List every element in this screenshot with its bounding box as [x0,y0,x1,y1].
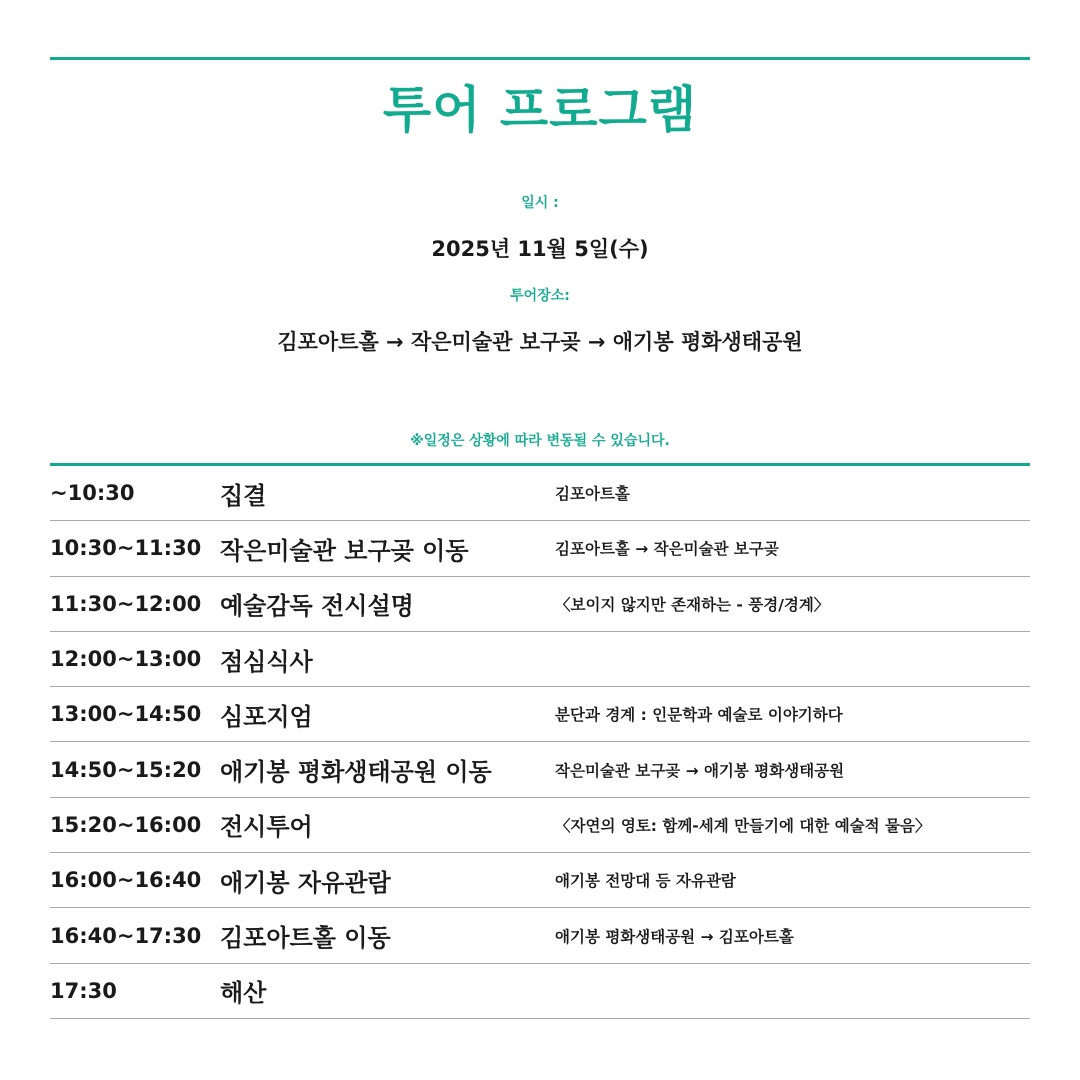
schedule-row [50,577,1030,632]
schedule-title: 애기봉 평화생태공원 이동 [220,758,492,787]
schedule-detail: 애기봉 평화생태공원 → 김포아트홀 [555,927,794,946]
schedule-title: 김포아트홀 이동 [220,924,391,953]
schedule-title: 점심식사 [220,647,313,676]
schedule-title: 애기봉 자유관람 [220,868,391,897]
venue-value: 김포아트홀 → 작은미술관 보구곶 → 애기봉 평화생태공원 [277,330,803,354]
schedule-detail: 작은미술관 보구곶 → 애기봉 평화생태공원 [555,761,845,780]
schedule-detail: 분단과 경계 : 인문학과 예술로 이야기하다 [555,706,843,725]
schedule-time: 17:30 [50,978,117,1003]
schedule-time: 15:20~16:00 [50,812,202,837]
schedule-time: 16:00~16:40 [50,868,202,893]
schedule-time: 13:00~14:50 [50,702,202,727]
schedule-time: 14:50~15:20 [50,757,202,782]
schedule-notice: ※일정은 상황에 따라 변동될 수 있습니다. [410,433,670,449]
schedule-time: 11:30~12:00 [50,591,202,616]
date-label: 일시 : [521,195,559,211]
schedule-table [50,466,1030,1019]
schedule-detail: 김포아트홀 → 작은미술관 보구곶 [555,540,779,559]
schedule-row [50,687,1030,742]
schedule-row [50,908,1030,963]
schedule-time: 12:00~13:00 [50,647,202,672]
schedule-detail: 〈자연의 영토: 함께-세계 만들기에 대한 예술적 물음〉 [555,816,931,835]
schedule-row [50,466,1030,521]
schedule-title: 심포지엄 [220,702,313,731]
schedule-row [50,521,1030,576]
schedule-title: 전시투어 [220,813,313,842]
schedule-time: ~10:30 [50,481,135,506]
date-value: 2025년 11월 5일(수) [431,237,649,261]
schedule-detail: 김포아트홀 [555,485,630,504]
schedule-row [50,853,1030,908]
schedule-title: 집결 [220,481,267,510]
schedule-detail: 〈보이지 않지만 존재하는 - 풍경/경계〉 [555,595,830,614]
schedule-title: 해산 [220,979,267,1008]
schedule-title: 작은미술관 보구곶 이동 [220,536,469,565]
schedule-row [50,632,1030,687]
schedule-row [50,798,1030,853]
venue-label: 투어장소: [510,288,570,304]
schedule-row [50,742,1030,797]
schedule-time: 16:40~17:30 [50,923,202,948]
schedule-row [50,964,1030,1019]
schedule-time: 10:30~11:30 [50,536,202,561]
schedule-title: 예술감독 전시설명 [220,592,414,621]
schedule-detail: 애기봉 전망대 등 자유관람 [555,872,736,891]
top-divider [50,57,1030,60]
page-title: 투어 프로그램 [382,81,698,139]
